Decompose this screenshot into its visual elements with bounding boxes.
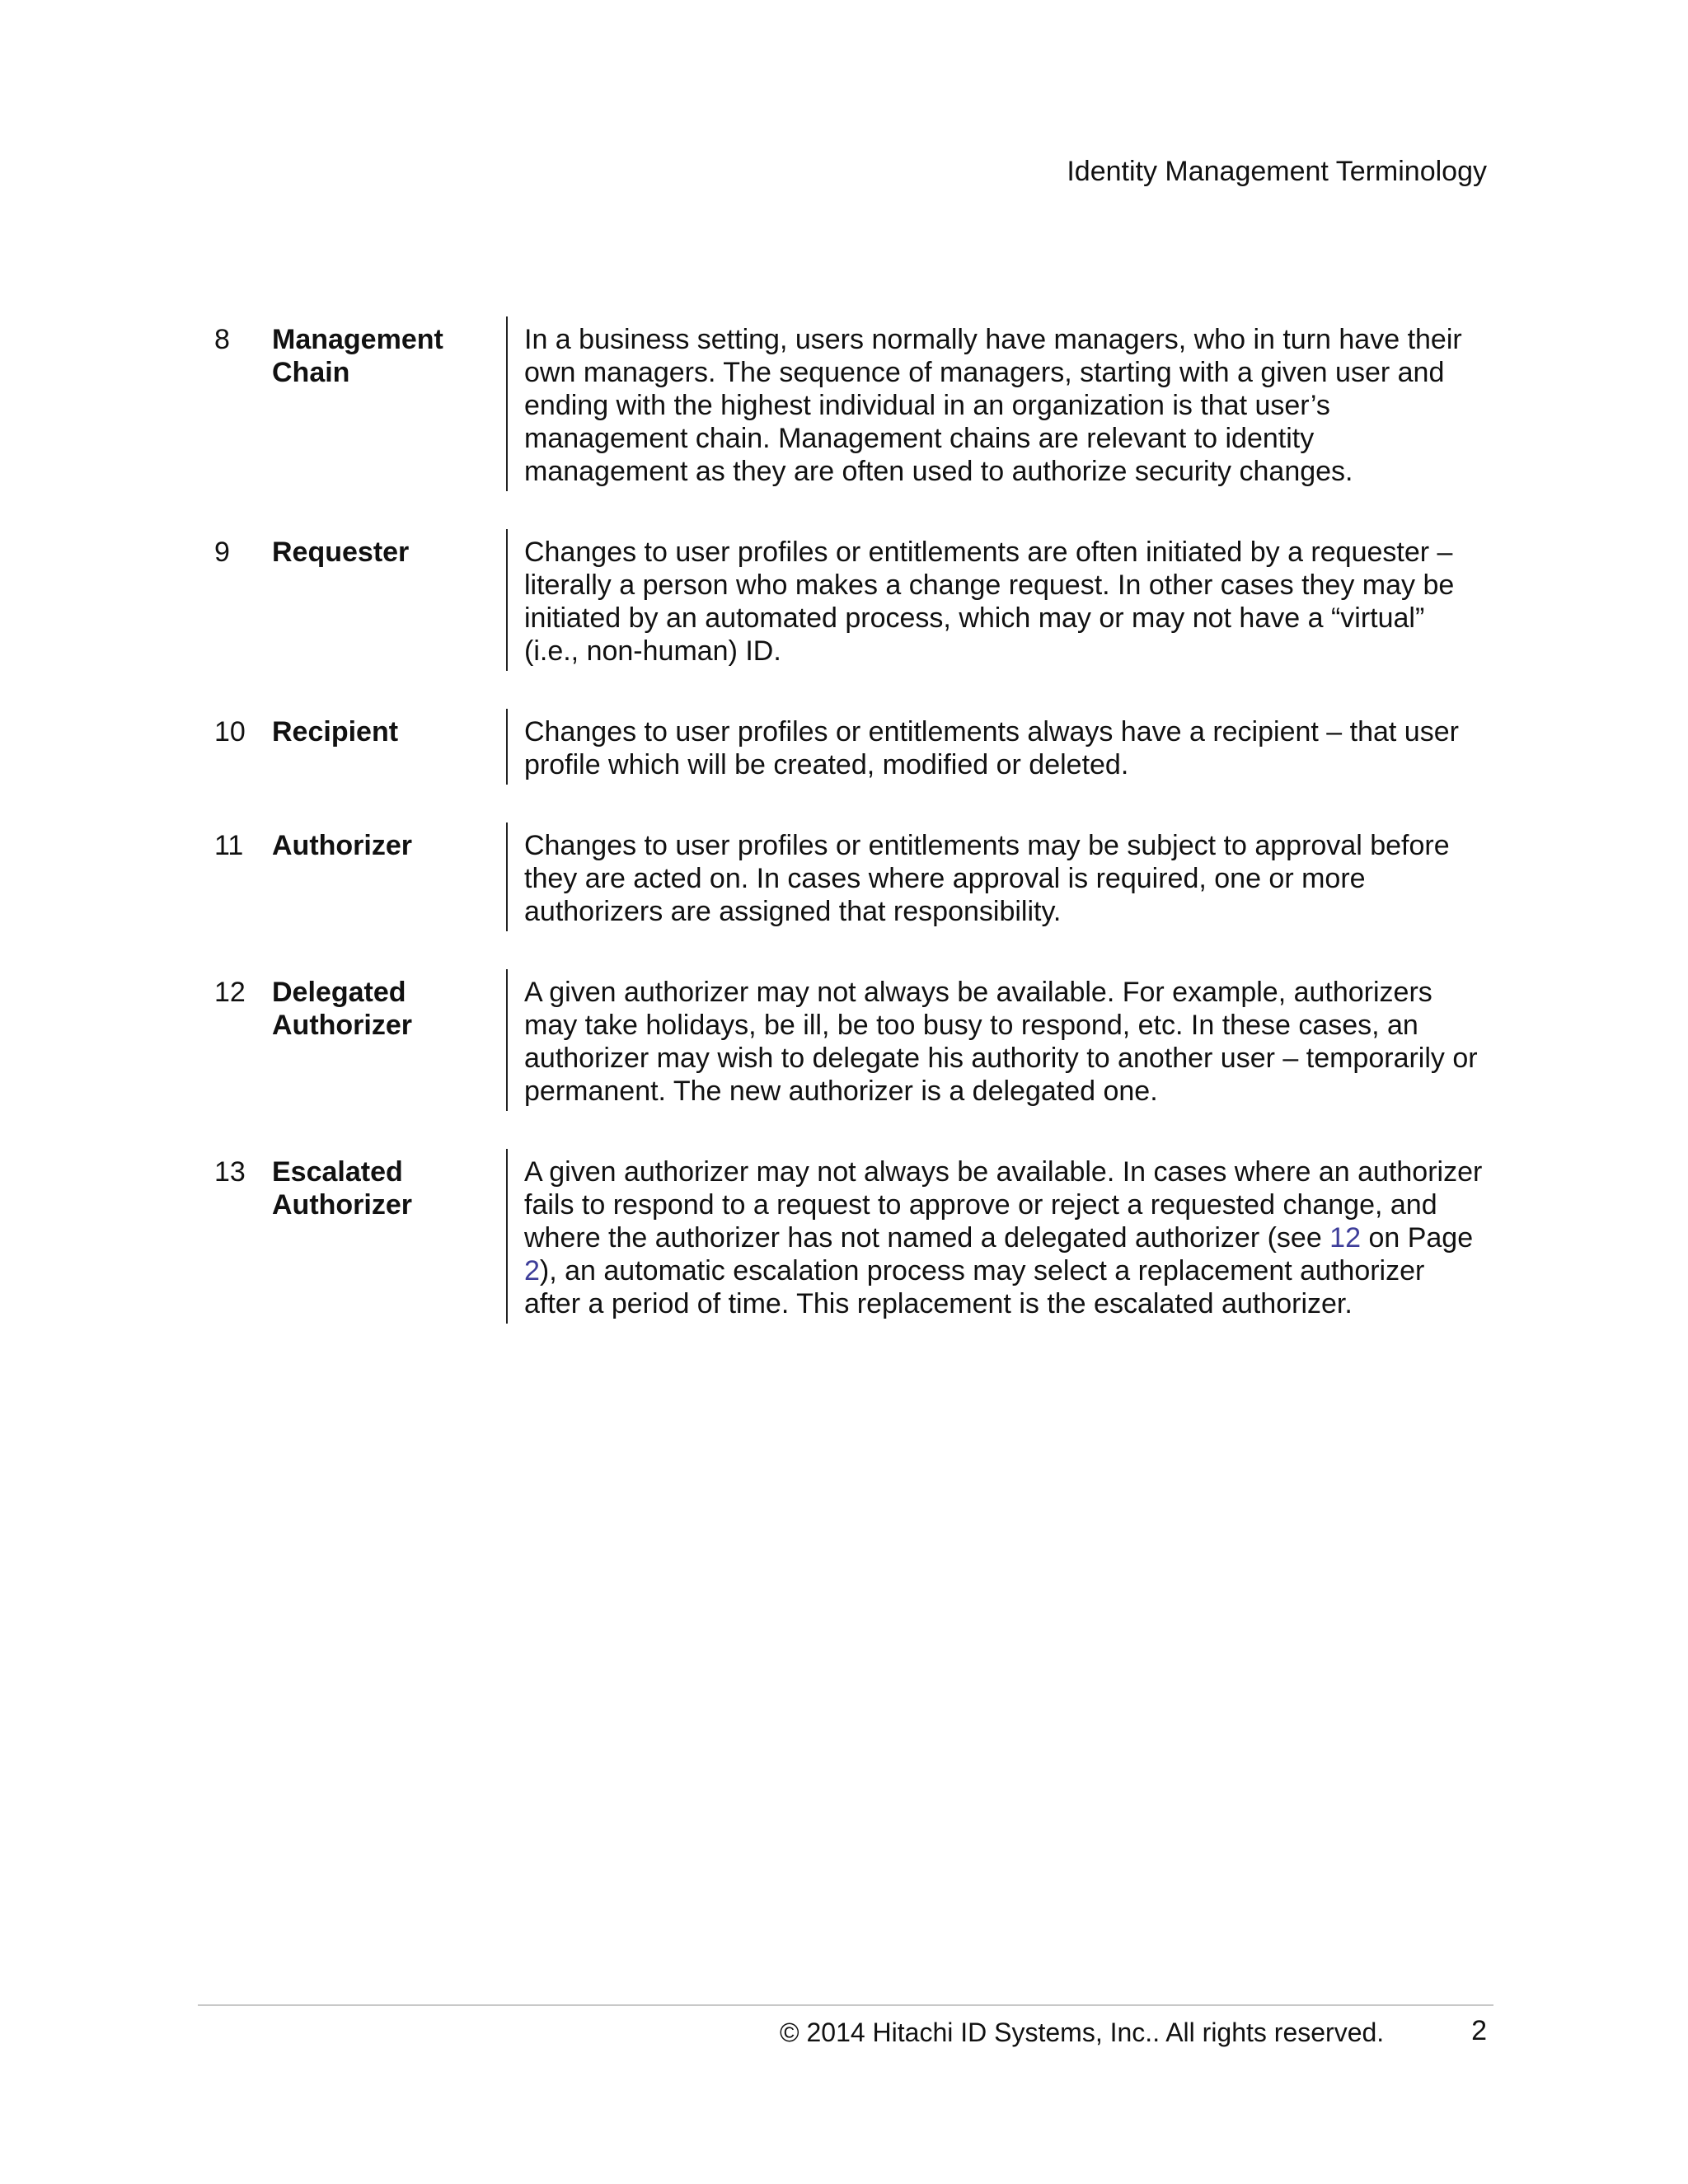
entry-definition [506,823,1485,931]
entry-term-line: Management [272,324,443,355]
entry-definition [506,709,1485,785]
entry-term-line: Requester [272,537,410,568]
entry-term [272,1155,506,1221]
entry-term-line: Authorizer [272,1010,412,1041]
cross-reference-entry-link[interactable]: 12 [1329,1222,1361,1254]
footer-copyright: © 2014 Hitachi ID Systems, Inc.. All rights reserved. [780,2018,1385,2047]
entry-definition [506,316,1485,491]
glossary-entry-8 [0,323,1688,491]
entry-definition-text: Changes to user profiles or entitlements always have a recipient – that user profile which will be created, modified or deleted. [524,716,1459,780]
entry-term-line: Authorizer [272,830,412,861]
entry-definition [506,529,1485,671]
entry-number: 10 [214,716,246,748]
glossary-entry-9 [0,536,1688,671]
entry-number: 13 [214,1156,246,1188]
entry-term [272,536,506,569]
entry-definition-text [524,1149,1485,1320]
running-header: Identity Management Terminology [1067,156,1487,187]
entry-number: 9 [214,537,230,568]
entry-term [272,829,506,862]
definition-text-part: on Page [1361,1222,1474,1254]
definition-text-part: A given authorizer may not always be available. In cases where an authorizer fails to respond to a request to approve or reject a requested change, and where the authorizer has not named a delegated authorizer (see [524,1156,1483,1254]
entry-term-line: Escalated [272,1156,403,1188]
entry-term-line: Chain [272,357,350,388]
entry-definition [506,969,1485,1111]
entry-number: 11 [214,830,244,861]
entry-number: 12 [214,977,246,1008]
page-number: 2 [1471,2015,1487,2046]
entry-number: 8 [214,324,230,355]
entry-term [272,323,506,389]
entry-term [272,976,506,1042]
entry-definition-text: In a business setting, users normally have managers, who in turn have their own managers. The sequence of managers, starting with a given user and ending with the highest individual in an organization is that user’s management chain. Management chains are relevant to identity management as they are often used to authorize security changes. [524,324,1462,487]
entry-term-line: Recipient [272,716,399,748]
cross-reference-page-link[interactable]: 2 [524,1255,540,1286]
entry-term [272,715,506,748]
entry-definition-text: Changes to user profiles or entitlements may be subject to approval before they are acted on. In cases where approval is required, one or more authorizers are assigned that responsibility. [524,830,1450,927]
glossary-entry-11 [0,829,1688,931]
entry-definition-text: A given authorizer may not always be available. For example, authorizers may take holidays, be ill, be too busy to respond, etc. In these cases, an authorizer may wish to delegate his authority to another user – temporarily or permanent. The new authorizer is a delegated one. [524,977,1478,1107]
entry-definition [506,1149,1485,1324]
entry-term-line: Delegated [272,977,406,1008]
glossary-entries [0,323,1688,1324]
entry-definition-text: Changes to user profiles or entitlements are often initiated by a requester – literally a person who makes a change request. In other cases they may be initiated by an automated process, which may or may not have a “virtual” (i.e., non-human) ID. [524,537,1455,667]
entry-term-line: Authorizer [272,1189,412,1221]
glossary-entry-13 [0,1155,1688,1324]
glossary-entry-12 [0,976,1688,1111]
glossary-entry-10 [0,715,1688,785]
footer-divider [198,2004,1493,2006]
definition-text-part: ), an automatic escalation process may select a replacement authorizer after a period of time. This replacement is the escalated authorizer. [524,1255,1425,1319]
